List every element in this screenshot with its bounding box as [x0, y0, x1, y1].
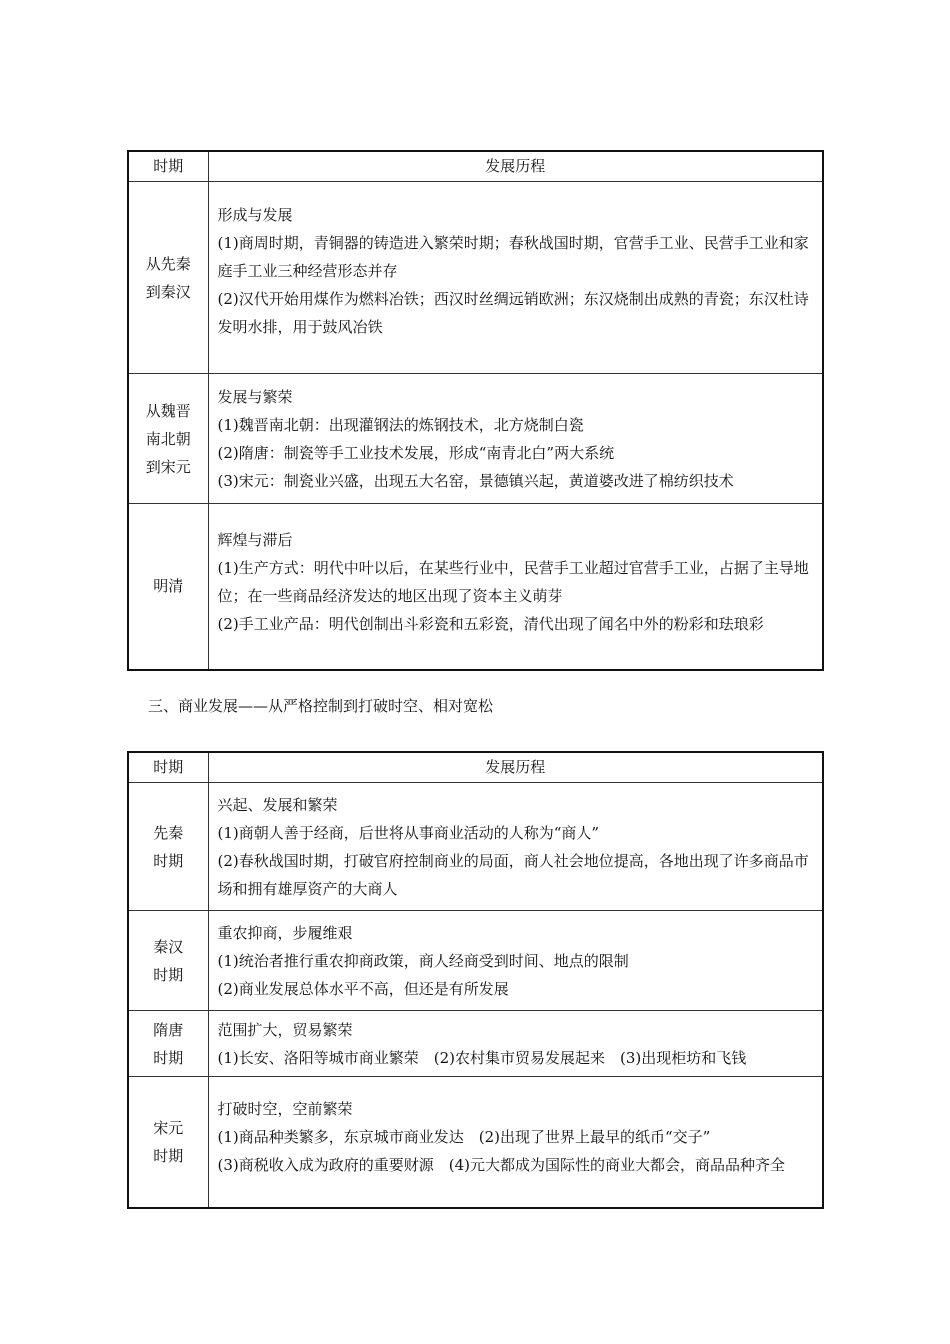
- header-period: 时期: [128, 151, 208, 182]
- history-item: (2)手工业产品：明代创制出斗彩瓷和五彩瓷，清代出现了闻名中外的粉彩和珐琅彩: [217, 615, 764, 634]
- table-row: [128, 182, 823, 374]
- history-cell: [208, 374, 823, 504]
- history-cell: [208, 1011, 823, 1077]
- stage-title: 发展与繁荣: [217, 387, 293, 406]
- history-cell: [208, 783, 823, 911]
- history-item: (1)魏晋南北朝：出现灌钢法的炼钢技术，北方烧制白瓷: [217, 415, 584, 434]
- table-header-row: [128, 151, 823, 182]
- period-line: 时期: [153, 1146, 184, 1165]
- header-history: 发展历程: [208, 752, 823, 783]
- period-cell: [128, 911, 208, 1011]
- period-line: 明清: [153, 577, 184, 596]
- table-row: [128, 1077, 823, 1208]
- table-row: [128, 374, 823, 504]
- history-cell: [208, 504, 823, 670]
- history-item: (1)统治者推行重农抑商政策，商人经商受到时间、地点的限制: [217, 951, 629, 970]
- period-cell: [128, 504, 208, 670]
- history-item: (2)汉代开始用煤作为燃料冶铁；西汉时丝绸远销欧洲；东汉烧制出成熟的青瓷；东汉杜诗发明水排，用于鼓风冶铁: [217, 289, 809, 336]
- section-title: 三、商业发展——从严格控制到打破时空、相对宽松: [148, 697, 494, 715]
- history-item: (3)商税收入成为政府的重要财源 (4)元大都成为国际性的商业大都会，商品品种齐全: [217, 1155, 785, 1174]
- history-item: (1)长安、洛阳等城市商业繁荣 (2)农村集市贸易发展起来 (3)出现柜坊和飞钱: [217, 1048, 747, 1067]
- period-line: 从魏晋: [145, 401, 191, 420]
- history-cell: [208, 182, 823, 374]
- period-line: 时期: [153, 1048, 184, 1067]
- table-row: [128, 911, 823, 1011]
- stage-title: 形成与发展: [217, 205, 293, 224]
- history-item: (1)生产方式：明代中叶以后，在某些行业中，民营手工业超过官营手工业，占据了主导地位；在一些商品经济发达的地区出现了资本主义萌芽: [217, 559, 809, 606]
- period-cell: [128, 182, 208, 374]
- history-item: (3)宋元：制瓷业兴盛，出现五大名窑，景德镇兴起，黄道婆改进了棉纺织技术: [217, 471, 734, 490]
- period-line: 宋元: [153, 1118, 184, 1137]
- period-line: 时期: [153, 851, 184, 870]
- period-line: 先秦: [153, 823, 184, 842]
- period-cell: [128, 1077, 208, 1208]
- period-line: 时期: [153, 965, 184, 984]
- history-item: (1)商朝人善于经商，后世将从事商业活动的人称为“商人”: [217, 823, 600, 842]
- stage-title: 兴起、发展和繁荣: [217, 795, 338, 814]
- period-cell: [128, 374, 208, 504]
- period-line: 到宋元: [145, 457, 191, 476]
- history-item: (1)商周时期，青铜器的铸造进入繁荣时期；春秋战国时期，官营手工业、民营手工业和家庭手工业三种经营形态并存: [217, 233, 809, 280]
- spacer: [218, 638, 815, 646]
- period-line: 南北朝: [145, 429, 191, 448]
- commerce-table: [127, 751, 824, 1209]
- stage-title: 重农抑商，步履维艰: [217, 923, 353, 942]
- period-line: 秦汉: [153, 937, 184, 956]
- spacer: [218, 1179, 815, 1189]
- history-cell: [208, 1077, 823, 1208]
- stage-title: 打破时空，空前繁荣: [217, 1099, 353, 1118]
- stage-title: 范围扩大，贸易繁荣: [217, 1020, 353, 1039]
- history-item: (2)春秋战国时期，打破官府控制商业的局面，商人社会地位提高，各地出现了许多商品市场和拥有雄厚资产的大商人: [217, 851, 809, 898]
- stage-title: 辉煌与滞后: [217, 531, 293, 550]
- table-row: [128, 1011, 823, 1077]
- period-cell: [128, 1011, 208, 1077]
- header-history: 发展历程: [208, 151, 823, 182]
- period-cell: [128, 783, 208, 911]
- header-period: 时期: [128, 752, 208, 783]
- history-item: (1)商品种类繁多，东京城市商业发达 (2)出现了世界上最早的纸币“交子”: [217, 1127, 711, 1146]
- table-header-row: [128, 752, 823, 783]
- history-cell: [208, 911, 823, 1011]
- period-line: 从先秦: [145, 254, 191, 273]
- table-row: [128, 783, 823, 911]
- history-item: (2)隋唐：制瓷等手工业技术发展，形成“南青北白”两大系统: [217, 443, 615, 462]
- period-line: 隋唐: [153, 1020, 184, 1039]
- period-line: 到秦汉: [145, 282, 191, 301]
- spacer: [218, 341, 815, 355]
- handicraft-table: [127, 150, 824, 671]
- table-row: [128, 504, 823, 670]
- history-item: (2)商业发展总体水平不高，但还是有所发展: [217, 979, 509, 998]
